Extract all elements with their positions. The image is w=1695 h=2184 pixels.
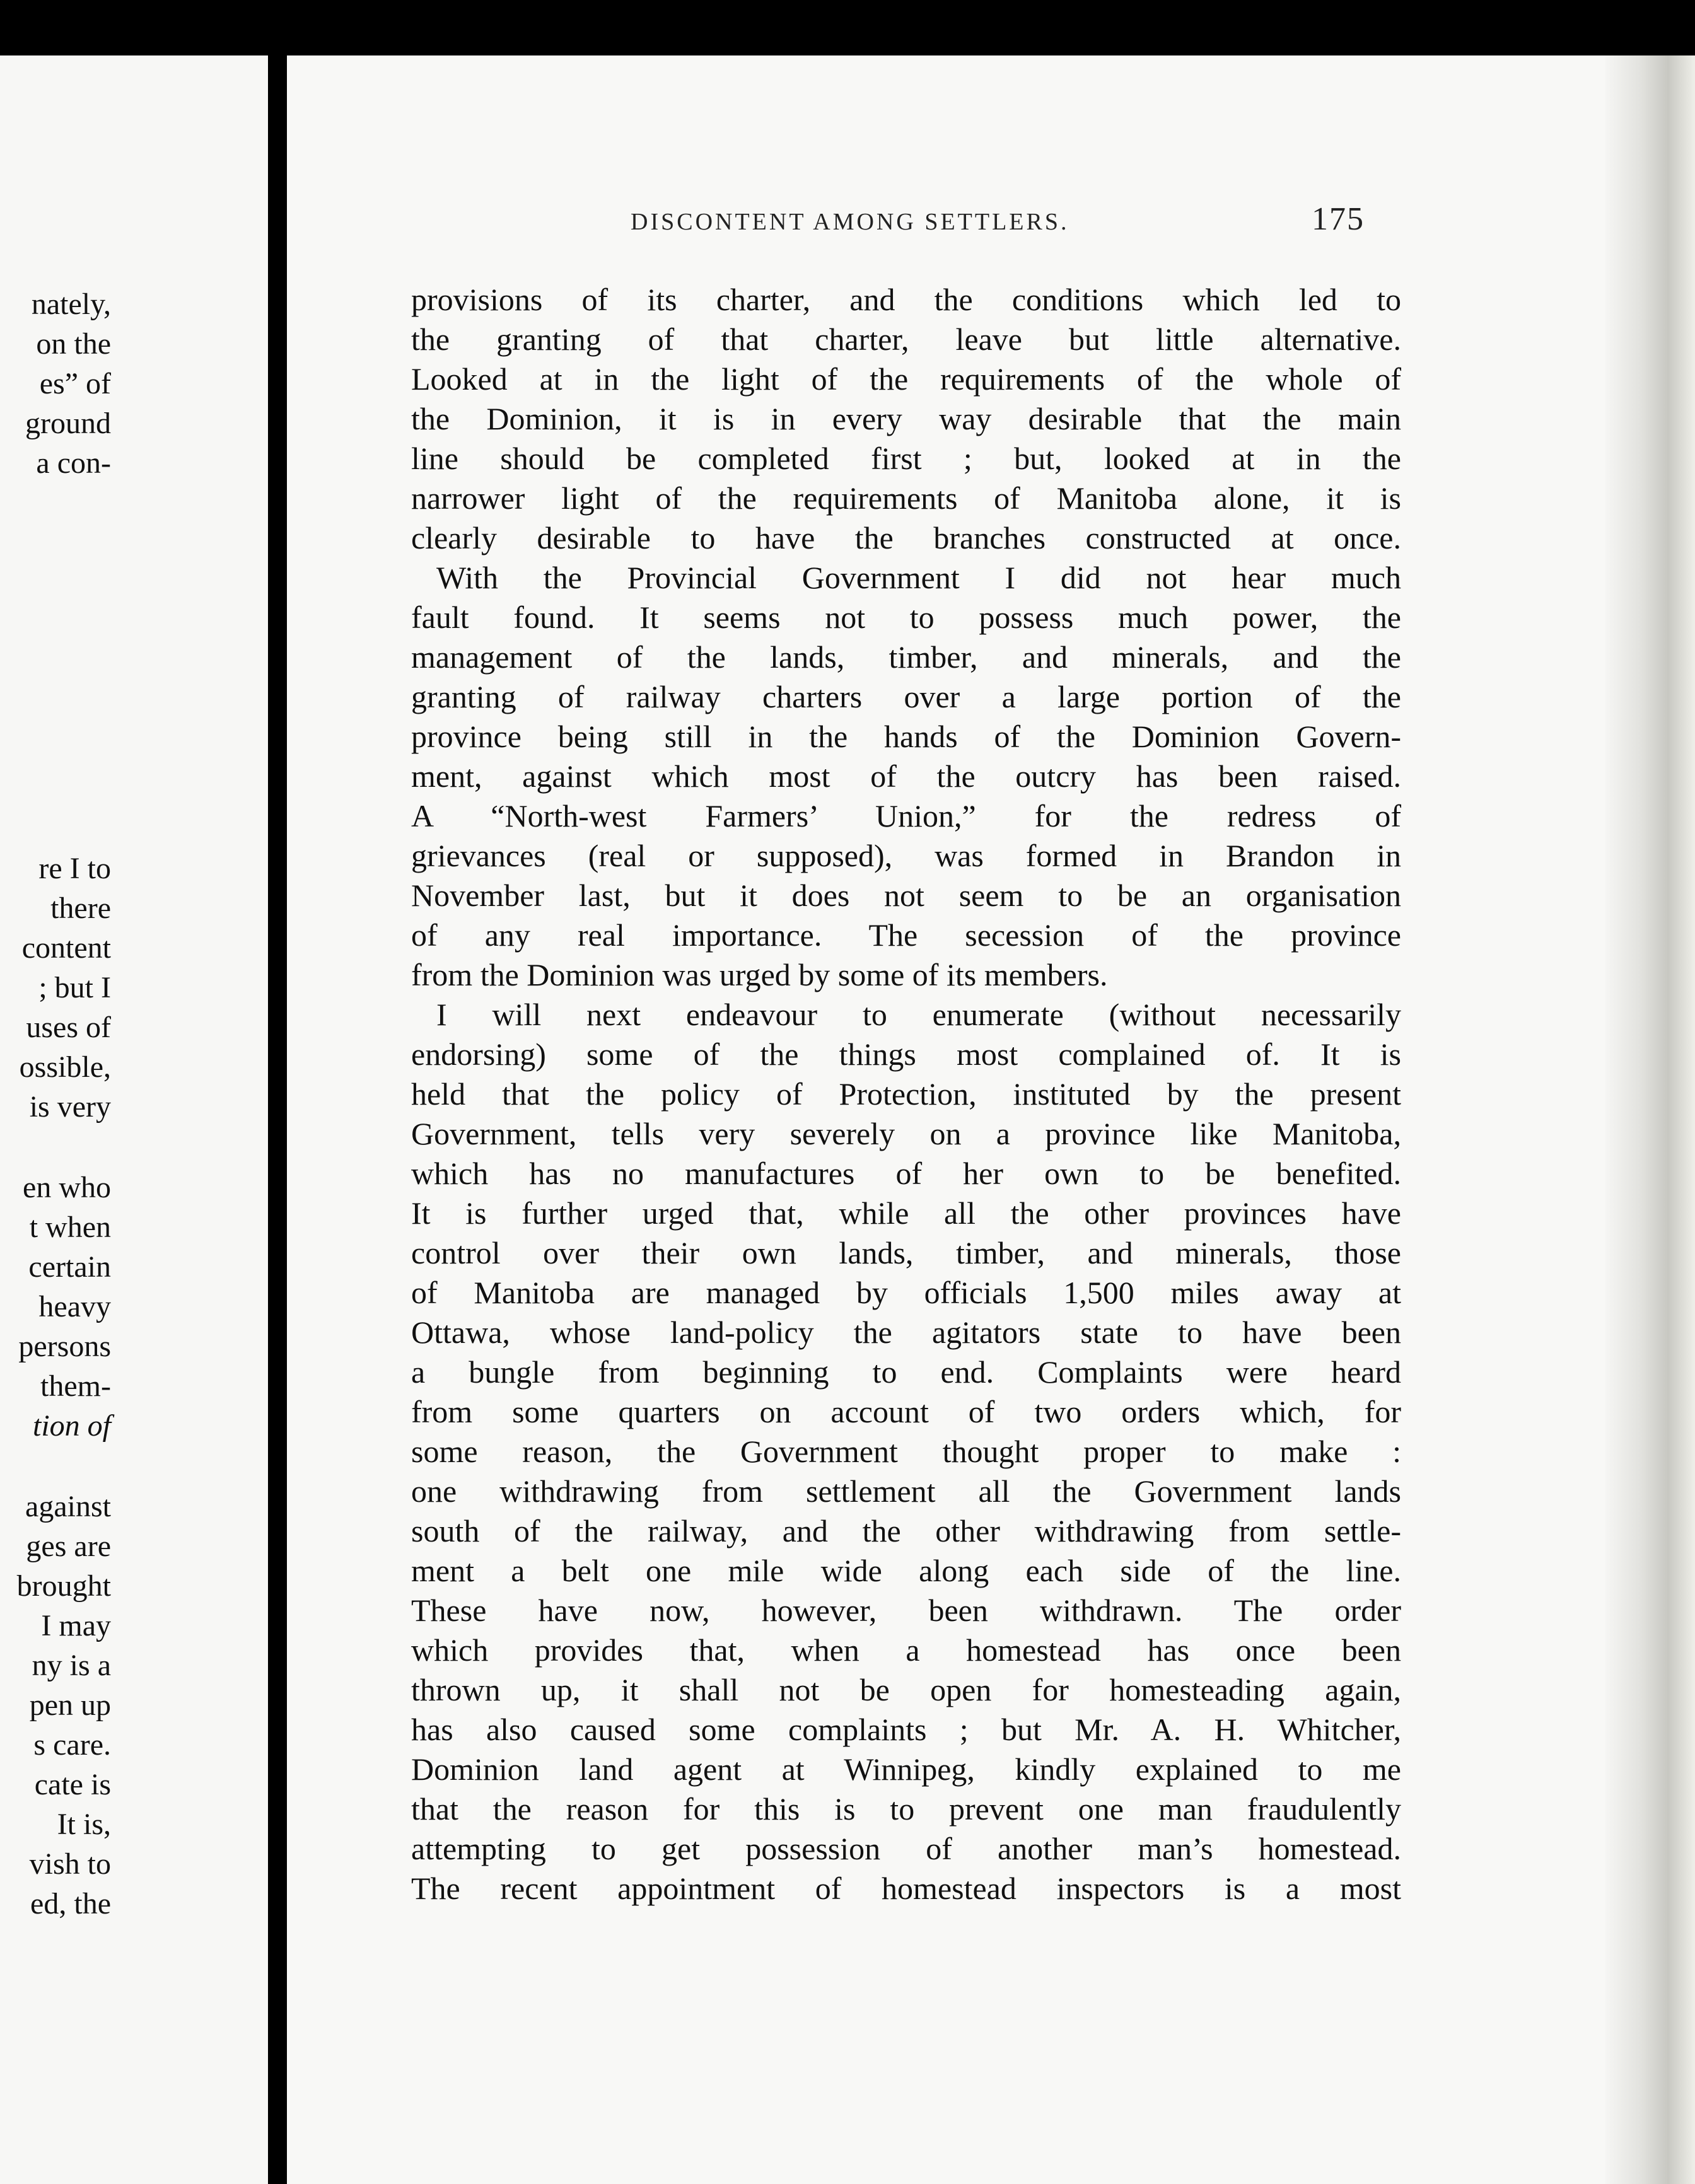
text-line: from some quarters on account of two orders which, for — [411, 1394, 1401, 1429]
text-line: which provides that, when a homestead has once been — [411, 1632, 1401, 1668]
left-line: I may — [41, 1609, 111, 1642]
text-line: granting of railway charters over a large portion of the — [411, 679, 1401, 714]
left-line: nately, — [31, 288, 111, 321]
left-line: a con- — [36, 446, 111, 480]
text-line: thrown up, it shall not be open for homesteading again, — [411, 1672, 1401, 1707]
text-line: The recent appointment of homestead inspectors is a most — [411, 1871, 1401, 1906]
text-line: held that the policy of Protection, instituted by the present — [411, 1076, 1401, 1112]
left-line: ; but I — [38, 971, 111, 1004]
text-line: November last, but it does not seem to be an organisation — [411, 878, 1401, 913]
text-line: fault found. It seems not to possess much power, the — [411, 600, 1401, 635]
left-line: content — [21, 931, 111, 965]
text-line: These have now, however, been withdrawn. The order — [411, 1593, 1401, 1628]
text-line: from the Dominion was urged by some of its members. — [411, 957, 1108, 992]
text-line: a bungle from beginning to end. Complaints were heard — [411, 1354, 1401, 1390]
left-line: persons — [18, 1330, 111, 1363]
text-line: endorsing) some of the things most complained of. It is — [411, 1037, 1401, 1072]
page-edge — [1605, 55, 1695, 2184]
left-line: s care. — [33, 1728, 111, 1762]
left-line: vish to — [29, 1847, 111, 1881]
left-line: en who — [23, 1171, 111, 1204]
text-line: management of the lands, timber, and minerals, and the — [411, 639, 1401, 675]
left-line: t when — [29, 1211, 111, 1244]
left-line: ground — [25, 407, 111, 440]
text-line: some reason, the Government thought proper to make : — [411, 1434, 1401, 1469]
text-line: the granting of that charter, leave but little alternative. — [411, 322, 1401, 357]
left-line: ges are — [26, 1530, 111, 1563]
text-line: south of the railway, and the other withdrawing from settle- — [411, 1513, 1401, 1548]
text-line: Government, tells very severely on a province like Manitoba, — [411, 1116, 1401, 1151]
text-line: one withdrawing from settlement all the Government lands — [411, 1473, 1401, 1509]
text-line: grievances (real or supposed), was formed in Brandon in — [411, 838, 1401, 873]
left-line: ny is a — [32, 1649, 111, 1682]
left-line: certain — [28, 1250, 111, 1284]
text-line: province being still in the hands of the Dominion Govern- — [411, 719, 1401, 754]
text-line: control over their own lands, timber, and minerals, those — [411, 1235, 1401, 1270]
left-line: uses of — [26, 1011, 111, 1044]
left-line: there — [50, 892, 111, 925]
running-head: DISCONTENT AMONG SETTLERS. — [631, 209, 1069, 235]
book-spine — [268, 55, 287, 2184]
text-line: Ottawa, whose land-policy the agitators state to have been — [411, 1315, 1401, 1350]
text-line: ment a belt one mile wide along each side of the line. — [411, 1553, 1401, 1588]
left-line: tion of — [32, 1409, 111, 1443]
text-line: Looked at in the light of the requirements of the whole of — [411, 361, 1401, 397]
left-line: re I to — [38, 852, 111, 885]
text-line: It is further urged that, while all the other provinces have — [411, 1195, 1401, 1231]
left-line: is very — [29, 1090, 111, 1124]
text-line: attempting to get possession of another man’s homestead. — [411, 1831, 1401, 1866]
left-line: them- — [40, 1369, 111, 1403]
text-line: A “North-west Farmers’ Union,” for the redress of — [411, 798, 1401, 834]
left-line: brought — [16, 1569, 111, 1603]
page-number: 175 — [1312, 201, 1365, 237]
left-line: heavy — [38, 1290, 111, 1323]
text-line: that the reason for this is to prevent one man fraudulently — [411, 1791, 1401, 1827]
text-line: With the Provincial Government I did not hear much — [436, 560, 1401, 595]
text-line: line should be completed first ; but, looked at in the — [411, 441, 1401, 476]
text-line: Dominion land agent at Winnipeg, kindly explained to me — [411, 1751, 1401, 1787]
text-line: which has no manufactures of her own to be benefited. — [411, 1156, 1401, 1191]
text-line: I will next endeavour to enumerate (without necessarily — [436, 997, 1401, 1032]
text-line: of any real importance. The secession of the province — [411, 917, 1401, 953]
text-line: provisions of its charter, and the conditions which led to — [411, 282, 1401, 317]
text-line: ment, against which most of the outcry has been raised. — [411, 758, 1401, 794]
left-line: It is, — [57, 1808, 111, 1841]
left-line: ossible, — [19, 1050, 111, 1084]
left-line: against — [25, 1490, 111, 1523]
text-line: has also caused some complaints ; but Mr. A. H. Whitcher, — [411, 1712, 1401, 1747]
left-line: ed, the — [30, 1887, 111, 1920]
text-line: narrower light of the requirements of Manitoba alone, it is — [411, 480, 1401, 516]
left-line: on the — [36, 327, 111, 361]
text-line: the Dominion, it is in every way desirable that the main — [411, 401, 1401, 436]
left-line: cate is — [34, 1768, 111, 1801]
text-line: clearly desirable to have the branches constructed at once. — [411, 520, 1401, 555]
left-line: es” of — [39, 367, 111, 400]
text-line: of Manitoba are managed by officials 1,500 miles away at — [411, 1275, 1401, 1310]
left-line: pen up — [29, 1688, 111, 1722]
